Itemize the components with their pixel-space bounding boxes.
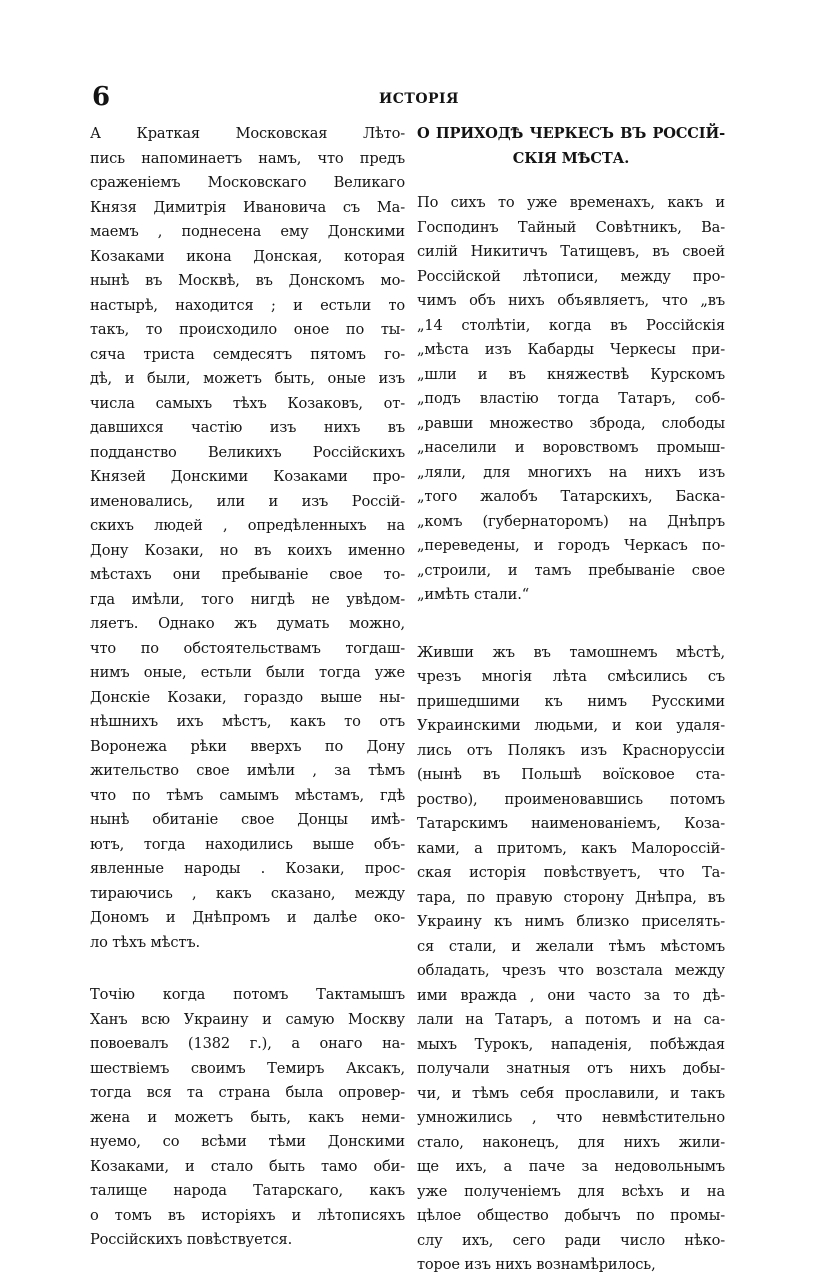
text-line: ло тѣхъ мѣстъ. <box>90 933 200 951</box>
text-line: мѣстахъ они пребываніе свое то- <box>90 566 405 583</box>
page-number: 6 <box>92 82 111 112</box>
running-head: ИСТОРІЯ <box>379 91 459 107</box>
text-line: „имѣть стали.“ <box>417 586 530 603</box>
text-line: именовались, или и изъ Россій- <box>90 492 405 510</box>
text-line: скихъ людей , опредѣленныхъ на <box>90 517 405 534</box>
text-line: дѣ, и были, можетъ быть, оные изъ <box>90 370 405 387</box>
text-line: ютъ, тогда находились выше объ- <box>90 835 405 853</box>
text-line: Козаками икона Донская, которая <box>90 247 405 265</box>
text-line: ская исторія повѣствуетъ, что Та- <box>417 864 725 881</box>
text-line: Воронежа рѣки вверхъ по Дону <box>90 737 405 755</box>
text-line: настырѣ, находится ; и естьли то <box>90 296 405 314</box>
text-line: стало, наконецъ, для нихъ жили- <box>417 1133 725 1151</box>
text-line: Украину къ нимъ близко приселять- <box>417 913 725 930</box>
left-paragraph-2 <box>90 983 405 1253</box>
text-line: такъ, то происходило оное по ты- <box>90 321 405 338</box>
text-line: „14 столѣтіи, когда въ Россійскія <box>417 316 725 334</box>
text-line: нѣшнихъ ихъ мѣстъ, какъ то отъ <box>90 713 405 730</box>
text-line: „населили и воровствомъ промыш- <box>417 439 725 456</box>
text-line: давшихся частію изъ нихъ въ <box>90 419 405 436</box>
text-line: нынѣ обитаніе свое Донцы имѣ- <box>90 811 405 828</box>
text-line: шествіемъ своимъ Темиръ Аксакъ, <box>90 1059 405 1077</box>
text-line: (нынѣ въ Польшѣ воїсковое ста- <box>417 766 725 783</box>
text-line: сраженіемъ Московскаго Великаго <box>90 174 405 191</box>
text-line: сяча триста семдесятъ пятомъ го- <box>90 345 405 363</box>
text-line: роство), проименовавшись потомъ <box>417 790 725 808</box>
section-heading <box>417 122 725 171</box>
text-line: жена и можетъ быть, какъ неми- <box>90 1108 405 1126</box>
text-line: нимъ оные, естьли были тогда уже <box>90 664 405 681</box>
text-line: „ляли, для многихъ на нихъ изъ <box>417 463 725 481</box>
text-line: чимъ объ нихъ объявляетъ, что „въ <box>417 292 725 309</box>
text-line: повоевалъ (1382 г.), а онаго на- <box>90 1035 405 1052</box>
text-line: Князей Донскими Козаками про- <box>90 468 405 485</box>
text-line: „того жалобъ Татарскихъ, Баска- <box>417 488 725 505</box>
text-line: чи, и тѣмъ себя прославили, и такъ <box>417 1084 725 1102</box>
text-line: „комъ (губернаторомъ) на Днѣпръ <box>417 512 725 530</box>
text-line: Украинскими людьми, и кои удаля- <box>417 717 725 734</box>
right-paragraph-2 <box>417 641 725 1278</box>
text-line: о томъ въ исторіяхъ и лѣтописяхъ <box>90 1206 405 1224</box>
text-line: торое изъ нихъ вознамѣрилось, <box>417 1256 656 1273</box>
text-line: Донскіе Козаки, гораздо выше ны- <box>90 688 405 706</box>
text-line: лали на Татаръ, а потомъ и на са- <box>417 1011 725 1028</box>
text-line: обладать, чрезъ что возстала между <box>417 962 725 979</box>
text-line: Дону Козаки, но въ коихъ именно <box>90 541 405 559</box>
text-line: тогда вся та страна была опровер- <box>90 1084 405 1101</box>
text-line: нынѣ въ Москвѣ, въ Донскомъ мо- <box>90 272 405 289</box>
text-line: „равши множество зброда, слободы <box>417 414 725 432</box>
text-line: По сихъ то уже временахъ, какъ и <box>417 194 725 211</box>
text-line: умножились , что невмѣстительно <box>417 1109 725 1126</box>
text-line: цѣлое общество добычъ по промы- <box>417 1207 725 1224</box>
left-paragraph-1 <box>90 122 405 955</box>
text-line: тираючись , какъ сказано, между <box>90 884 405 902</box>
text-line: пись напоминаетъ намъ, что предъ <box>90 149 405 167</box>
text-line: СКІЯ МѢСТА. <box>512 149 630 167</box>
text-line: слу ихъ, сего ради число нѣко- <box>417 1231 725 1249</box>
text-line: А Краткая Московская Лѣто- <box>90 125 405 142</box>
text-line: получали знатныя отъ нихъ добы- <box>417 1060 725 1077</box>
text-line: ими вражда , они часто за то дѣ- <box>417 986 725 1004</box>
text-line: Козаками, и стало быть тамо оби- <box>90 1157 405 1175</box>
text-line: лись отъ Полякъ изъ Красноруссіи <box>417 741 725 759</box>
text-line: гда имѣли, того нигдѣ не увѣдом- <box>90 590 405 608</box>
right-paragraph-1 <box>417 191 725 608</box>
text-line: ся стали, и желали тѣмъ мѣстомъ <box>417 937 725 955</box>
text-line: ляетъ. Однако жъ думать можно, <box>90 615 405 632</box>
text-line: ками, а притомъ, какъ Малороссій- <box>417 839 725 857</box>
text-line: числа самыхъ тѣхъ Козаковъ, от- <box>90 394 405 412</box>
text-line: Точію когда потомъ Тактамышъ <box>90 986 405 1003</box>
text-line: силій Никитичъ Татищевъ, въ своей <box>417 243 725 260</box>
text-line: подданство Великихъ Россійскихъ <box>90 443 405 461</box>
text-line: Дономъ и Днѣпромъ и далѣе око- <box>90 909 405 926</box>
text-line: что по тѣмъ самымъ мѣстамъ, гдѣ <box>90 786 405 804</box>
text-line: жительство свое имѣли , за тѣмъ <box>90 762 405 779</box>
text-line: мыхъ Турокъ, нападенія, побѣждая <box>417 1035 725 1053</box>
text-line: Ханъ всю Украину и самую Москву <box>90 1010 405 1028</box>
text-line: уже полученіемъ для всѣхъ и на <box>417 1182 725 1200</box>
text-line: Россійскихъ повѣствуется. <box>90 1231 293 1248</box>
text-line: чрезъ многія лѣта смѣсились съ <box>417 668 725 685</box>
text-line: „шли и въ княжествѣ Курскомъ <box>417 365 725 383</box>
text-line: „переведены, и городъ Черкасъ по- <box>417 537 725 554</box>
text-line: нуемо, со всѣми тѣми Донскими <box>90 1133 405 1150</box>
text-line: О ПРИХОДѢ ЧЕРКЕСЪ ВЪ РОССІЙ- <box>417 125 725 142</box>
text-line: Живши жъ въ тамошнемъ мѣстѣ, <box>417 643 725 661</box>
text-line: Россійской лѣтописи, между про- <box>417 267 725 285</box>
right-column <box>417 122 725 1278</box>
left-column <box>90 122 405 1253</box>
text-line: Князя Димитрія Ивановича съ Ма- <box>90 198 405 216</box>
text-line: ще ихъ, а паче за недовольнымъ <box>417 1158 725 1175</box>
text-line: тара, по правую сторону Днѣпра, въ <box>417 888 725 906</box>
text-line: пришедшими къ нимъ Русскими <box>417 692 725 710</box>
text-line: что по обстоятельствамъ тогдаш- <box>90 639 405 657</box>
text-line: маемъ , поднесена ему Донскими <box>90 223 405 240</box>
text-line: „строили, и тамъ пребываніе свое <box>417 561 725 579</box>
text-line: „мѣста изъ Кабарды Черкесы при- <box>417 341 725 358</box>
text-line: „подъ властію тогда Татаръ, соб- <box>417 390 725 407</box>
text-line: явленные народы . Козаки, прос- <box>90 860 405 877</box>
text-line: Татарскимъ наименованіемъ, Коза- <box>417 815 725 832</box>
text-line: Господинъ Тайный Совѣтникъ, Ва- <box>417 218 725 236</box>
text-line: талище народа Татарскаго, какъ <box>90 1182 405 1199</box>
